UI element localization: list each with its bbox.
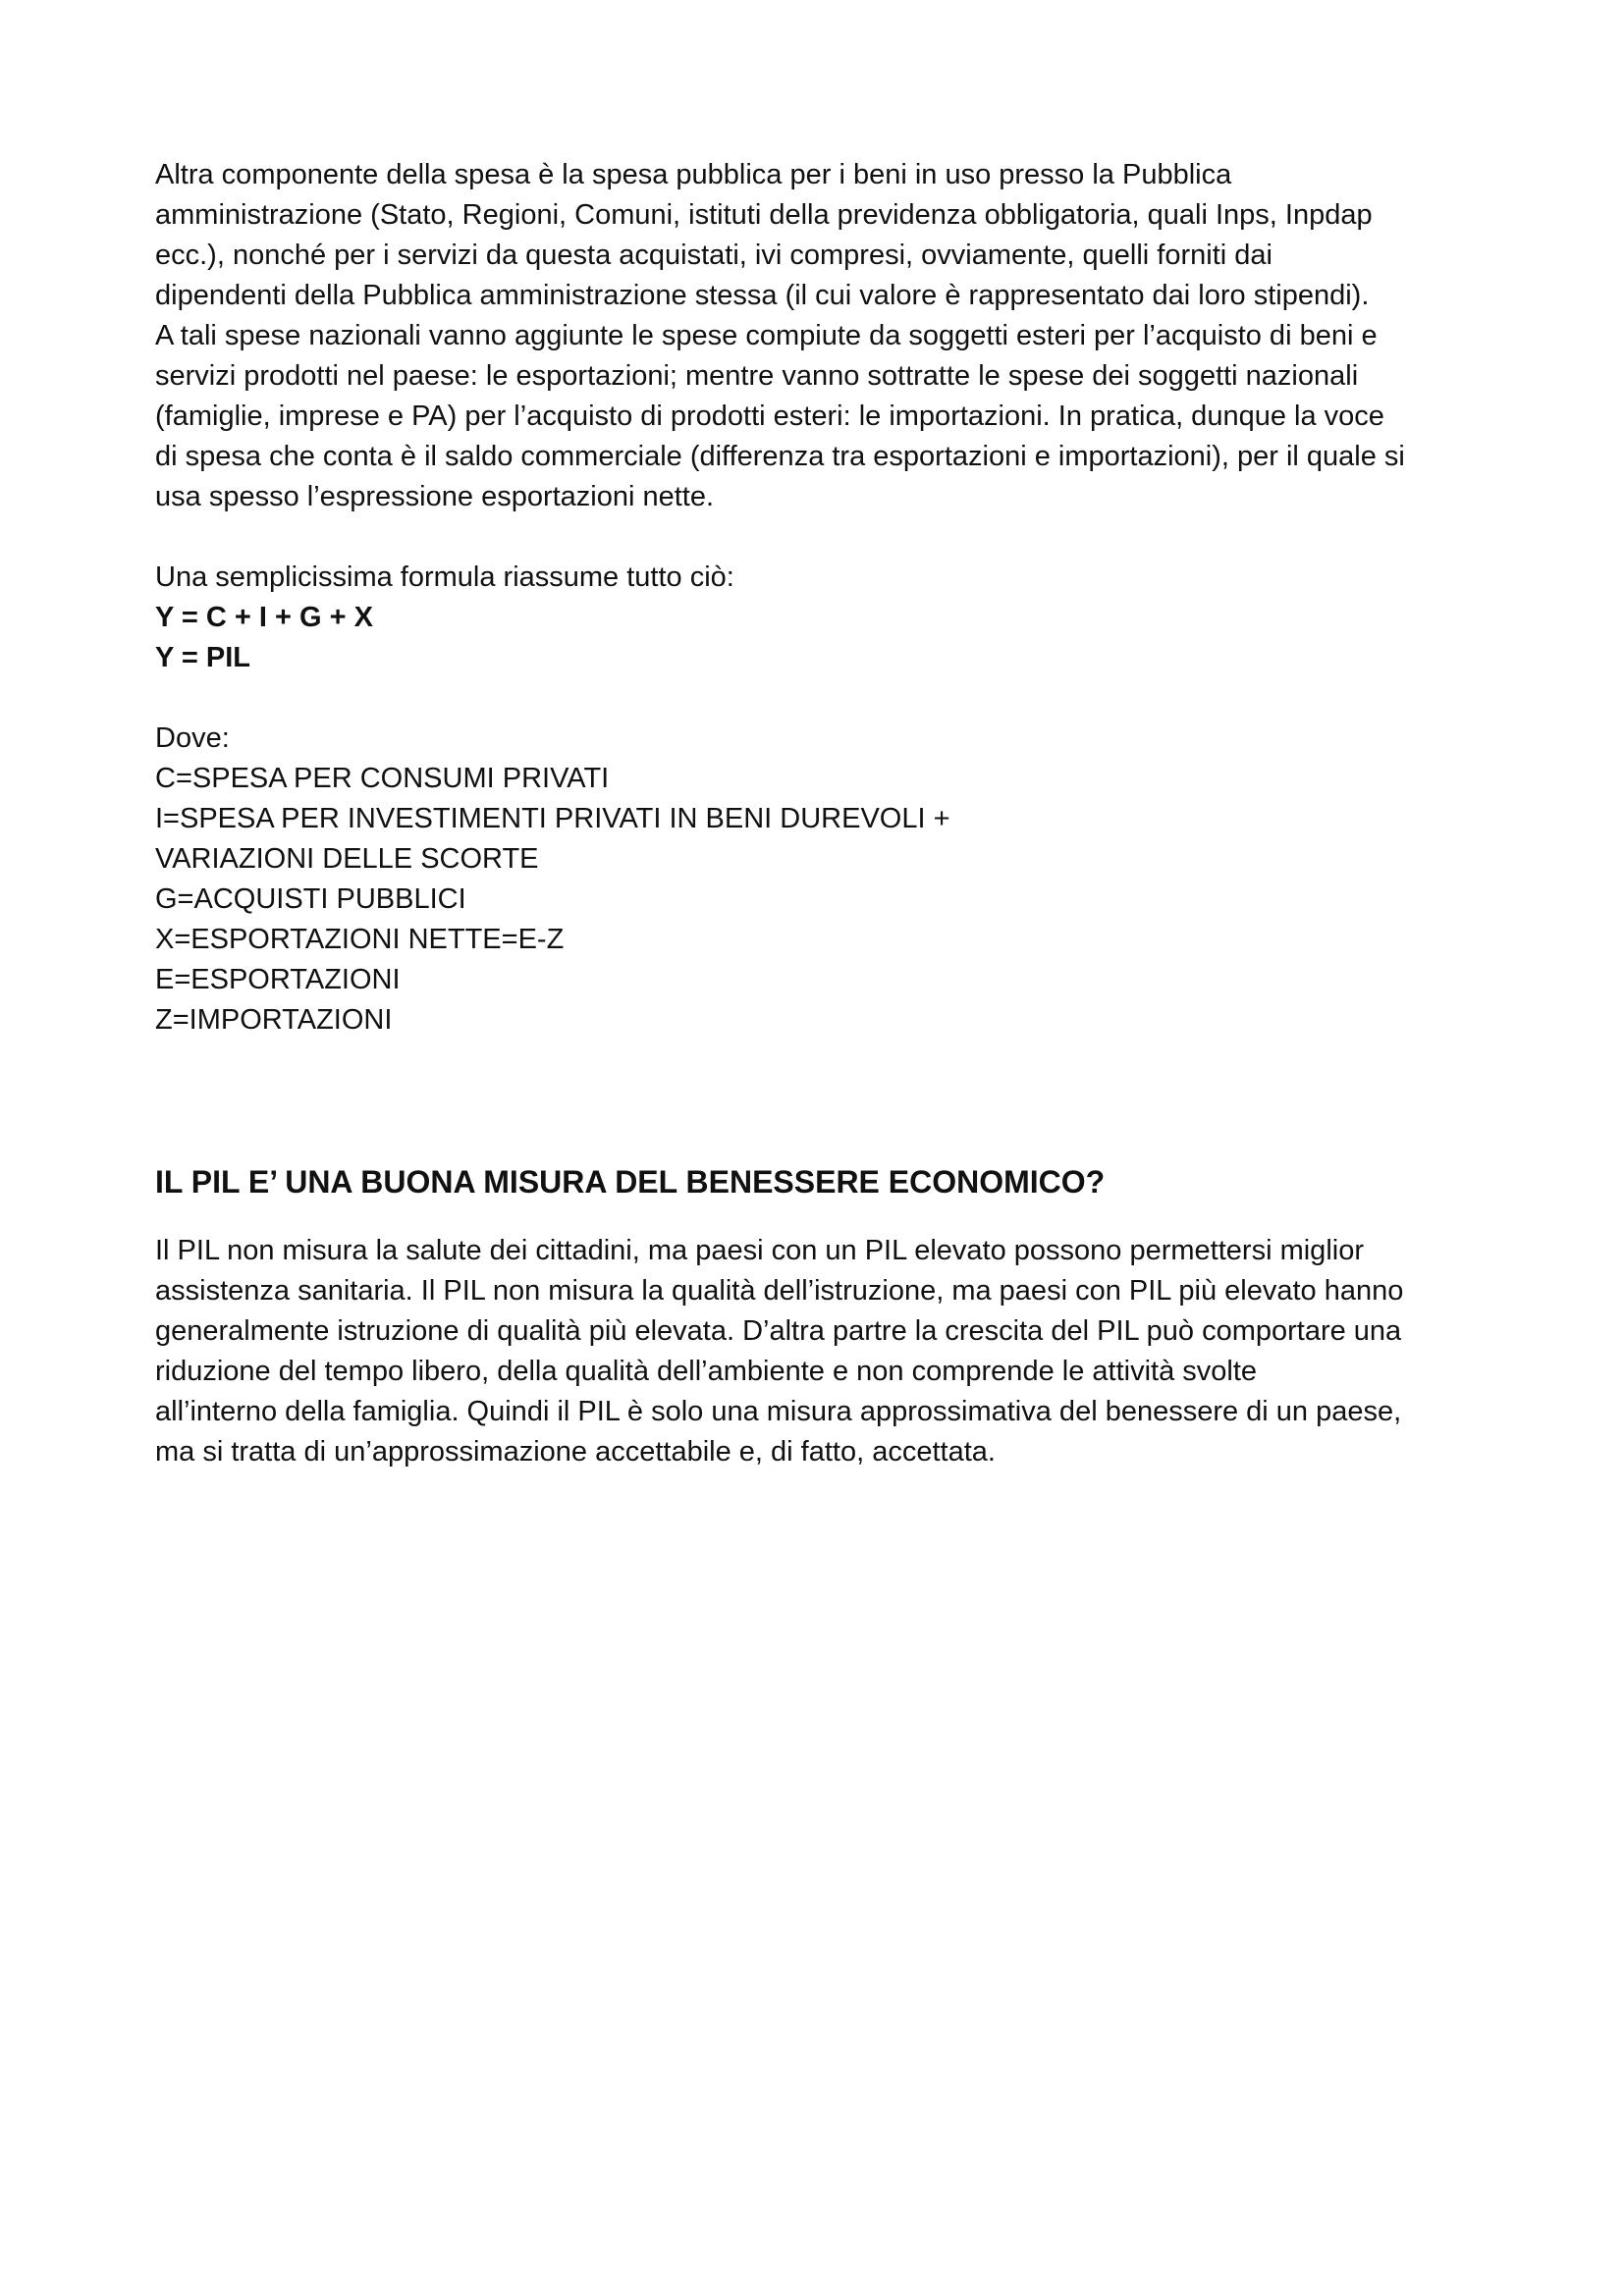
- definitions-block: [155, 719, 1490, 1041]
- text-line: (famiglie, imprese e PA) per l’acquisto di prodotti esteri: le importazioni. In pratica, dunque la voce: [155, 400, 1384, 432]
- text-line: ma si tratta di un’approssimazione accettabile e, di fatto, accettata.: [155, 1436, 996, 1468]
- definition-item: X=ESPORTAZIONI NETTE=E-Z: [155, 924, 565, 955]
- text-line: Il PIL non misura la salute dei cittadini, ma paesi con un PIL elevato possono permettersi miglior: [155, 1235, 1364, 1266]
- definition-item: E=ESPORTAZIONI: [155, 964, 401, 995]
- text-line: assistenza sanitaria. Il PIL non misura la qualità dell’istruzione, ma paesi con PIL più elevato hanno: [155, 1275, 1404, 1307]
- formula-intro: Una semplicissima formula riassume tutto ciò:: [155, 561, 734, 593]
- text-line: Altra componente della spesa è la spesa pubblica per i beni in uso presso la Pubblica: [155, 159, 1232, 190]
- text-line: dipendenti della Pubblica amministrazione stessa (il cui valore è rappresentato dai loro stipendi).: [155, 280, 1370, 311]
- spacer: [155, 517, 1490, 558]
- definition-item: C=SPESA PER CONSUMI PRIVATI: [155, 763, 610, 794]
- definition-item: Z=IMPORTAZIONI: [155, 1004, 393, 1036]
- spacer: [155, 1041, 1490, 1158]
- spacer: [155, 678, 1490, 719]
- formula-y-equation: Y = C + I + G + X: [155, 602, 373, 633]
- formula-block: [155, 558, 1490, 678]
- paragraph-benessere: [155, 1231, 1490, 1472]
- definition-item: G=ACQUISTI PUBBLICI: [155, 883, 466, 915]
- document-page: [155, 155, 1490, 1472]
- text-line: servizi prodotti nel paese: le esportazioni; mentre vanno sottratte le spese dei soggetti nazionali: [155, 360, 1359, 392]
- text-line: A tali spese nazionali vanno aggiunte le spese compiute da soggetti esteri per l’acquisto di beni e: [155, 320, 1378, 351]
- text-line: generalmente istruzione di qualità più elevata. D’altra partre la crescita del PIL può comportare una: [155, 1315, 1402, 1347]
- text-line: all’interno della famiglia. Quindi il PIL è solo una misura approssimativa del benessere di un paese,: [155, 1396, 1402, 1427]
- text-line: amministrazione (Stato, Regioni, Comuni, istituti della previdenza obbligatoria, quali Inps, Inpdap: [155, 199, 1373, 231]
- text-line: usa spesso l’espressione esportazioni nette.: [155, 481, 715, 512]
- where-label: Dove:: [155, 722, 230, 754]
- text-line: di spesa che conta è il saldo commerciale (differenza tra esportazioni e importazioni), per il quale si: [155, 441, 1405, 472]
- text-line: riduzione del tempo libero, della qualità dell’ambiente e non comprende le attività svolte: [155, 1356, 1258, 1387]
- definition-item: I=SPESA PER INVESTIMENTI PRIVATI IN BENI DUREVOLI +: [155, 803, 950, 834]
- formula-y-pil: Y = PIL: [155, 642, 250, 673]
- definition-item: VARIAZIONI DELLE SCORTE: [155, 843, 539, 875]
- section-heading: IL PIL E’ UNA BUONA MISURA DEL BENESSERE ECONOMICO?: [155, 1164, 1106, 1200]
- text-line: ecc.), nonché per i servizi da questa acquistati, ivi compresi, ovviamente, quelli forniti dai: [155, 240, 1272, 271]
- paragraph-spesa-pubblica: [155, 155, 1490, 517]
